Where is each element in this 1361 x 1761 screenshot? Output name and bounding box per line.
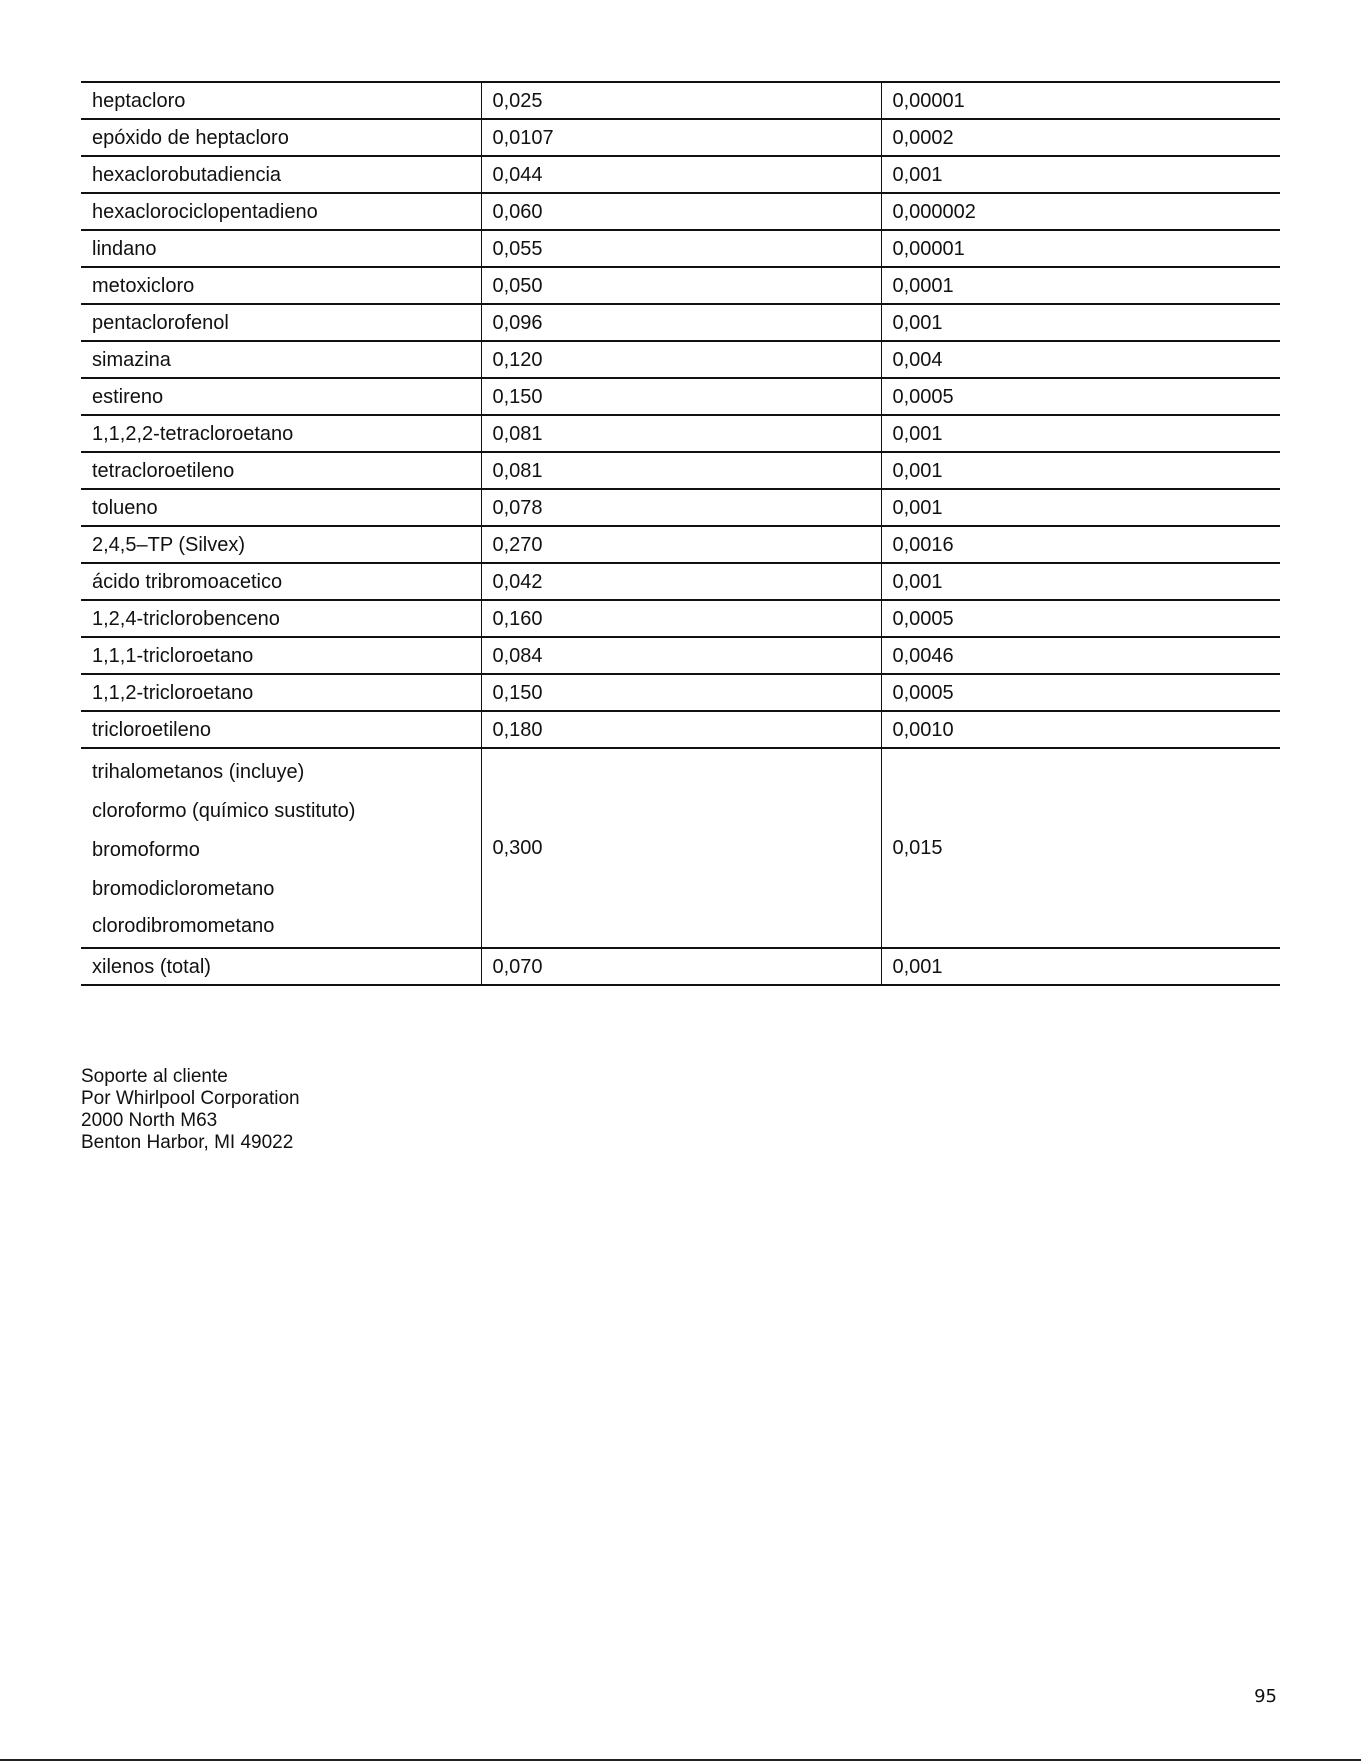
influent-value: 0,120 — [481, 341, 881, 378]
influent-value: 0,060 — [481, 193, 881, 230]
influent-value: 0,150 — [481, 674, 881, 711]
influent-value: 0,150 — [481, 378, 881, 415]
effluent-value: 0,0046 — [881, 637, 1280, 674]
table-row — [81, 378, 1280, 415]
influent-value: 0,084 — [481, 637, 881, 674]
effluent-value: 0,0005 — [881, 378, 1280, 415]
table-row — [81, 193, 1280, 230]
influent-value: 0,160 — [481, 600, 881, 637]
contaminant-name: ácido tribromoacetico — [81, 563, 481, 600]
effluent-value: 0,001 — [881, 489, 1280, 526]
contact-line: Por Whirlpool Corporation — [81, 1088, 300, 1109]
effluent-value: 0,001 — [881, 948, 1280, 985]
table-row — [81, 526, 1280, 563]
table-row — [81, 452, 1280, 489]
contaminant-name: simazina — [81, 341, 481, 378]
influent-value: 0,042 — [481, 563, 881, 600]
contaminant-name: 1,1,1-tricloroetano — [81, 637, 481, 674]
table-row — [81, 267, 1280, 304]
table-row — [81, 563, 1280, 600]
influent-value: 0,270 — [481, 526, 881, 563]
contaminant-name: tolueno — [81, 489, 481, 526]
effluent-value: 0,0010 — [881, 711, 1280, 748]
influent-value: 0,096 — [481, 304, 881, 341]
contaminant-name: epóxido de heptacloro — [81, 119, 481, 156]
effluent-value: 0,001 — [881, 452, 1280, 489]
contaminant-table-body — [81, 82, 1280, 985]
contact-line: Soporte al cliente — [81, 1066, 228, 1087]
table-row — [81, 711, 1280, 748]
contaminant-name: 2,4,5–TP (Silvex) — [81, 526, 481, 563]
influent-value: 0,070 — [481, 948, 881, 985]
table-row — [81, 600, 1280, 637]
customer-support-address — [81, 1066, 300, 1154]
effluent-value: 0,004 — [881, 341, 1280, 378]
influent-value: 0,078 — [481, 489, 881, 526]
group-line: bromodiclorometano — [92, 878, 275, 900]
influent-value: 0,055 — [481, 230, 881, 267]
effluent-value: 0,015 — [881, 748, 1280, 948]
contaminant-name: hexaclorociclopentadieno — [81, 193, 481, 230]
effluent-value: 0,0002 — [881, 119, 1280, 156]
contact-line: Benton Harbor, MI 49022 — [81, 1132, 294, 1153]
table-row-trihalomethanes — [81, 748, 1280, 948]
page-number: 95 — [1254, 1686, 1277, 1707]
table-row — [81, 341, 1280, 378]
group-line: trihalometanos (incluye) — [92, 761, 305, 783]
contaminant-name: tetracloroetileno — [81, 452, 481, 489]
group-line: cloroformo (químico sustituto) — [92, 800, 356, 822]
effluent-value: 0,00001 — [881, 230, 1280, 267]
contaminant-name: 1,1,2,2-tetracloroetano — [81, 415, 481, 452]
effluent-value: 0,001 — [881, 563, 1280, 600]
group-line: clorodibromometano — [92, 915, 275, 937]
contaminant-name: metoxicloro — [81, 267, 481, 304]
table-row — [81, 230, 1280, 267]
table-row — [81, 637, 1280, 674]
table-row — [81, 948, 1280, 985]
effluent-value: 0,001 — [881, 304, 1280, 341]
contaminant-table — [81, 81, 1280, 986]
contaminant-name: estireno — [81, 378, 481, 415]
effluent-value: 0,0005 — [881, 600, 1280, 637]
influent-value: 0,044 — [481, 156, 881, 193]
table-row — [81, 674, 1280, 711]
table-row — [81, 156, 1280, 193]
influent-value: 0,025 — [481, 82, 881, 119]
contaminant-name: lindano — [81, 230, 481, 267]
table-row — [81, 489, 1280, 526]
influent-value: 0,180 — [481, 711, 881, 748]
influent-value: 0,081 — [481, 452, 881, 489]
group-line: bromoformo — [92, 839, 200, 861]
effluent-value: 0,00001 — [881, 82, 1280, 119]
effluent-value: 0,001 — [881, 156, 1280, 193]
table-row — [81, 82, 1280, 119]
contaminant-name: tricloroetileno — [81, 711, 481, 748]
effluent-value: 0,0001 — [881, 267, 1280, 304]
contact-line: 2000 North M63 — [81, 1110, 218, 1131]
effluent-value: 0,001 — [881, 415, 1280, 452]
table-row — [81, 415, 1280, 452]
effluent-value: 0,0016 — [881, 526, 1280, 563]
contaminant-name: 1,1,2-tricloroetano — [81, 674, 481, 711]
contaminant-name: 1,2,4-triclorobenceno — [81, 600, 481, 637]
influent-value: 0,300 — [481, 748, 881, 948]
contaminant-name: xilenos (total) — [81, 948, 481, 985]
contaminant-group-names — [81, 748, 481, 948]
contaminant-name: hexaclorobutadiencia — [81, 156, 481, 193]
table-row — [81, 119, 1280, 156]
influent-value: 0,081 — [481, 415, 881, 452]
influent-value: 0,0107 — [481, 119, 881, 156]
table-row — [81, 304, 1280, 341]
effluent-value: 0,0005 — [881, 674, 1280, 711]
influent-value: 0,050 — [481, 267, 881, 304]
effluent-value: 0,000002 — [881, 193, 1280, 230]
contaminant-name: pentaclorofenol — [81, 304, 481, 341]
contaminant-name: heptacloro — [81, 82, 481, 119]
